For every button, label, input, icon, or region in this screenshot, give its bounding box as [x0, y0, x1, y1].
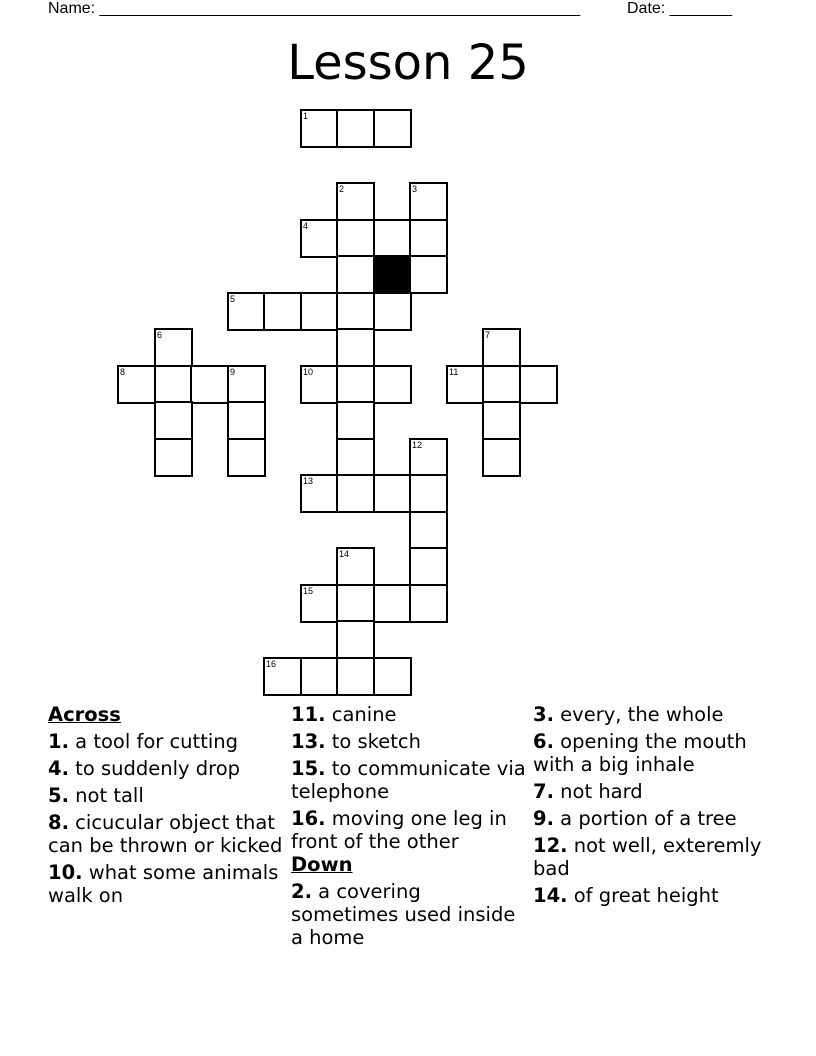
clue-number: 5.	[48, 784, 69, 807]
clue-text: of great height	[567, 884, 719, 907]
clue-number: 2.	[291, 880, 312, 903]
grid-cell[interactable]	[373, 474, 412, 513]
grid-cell[interactable]	[300, 219, 339, 258]
clue-text: a portion of a tree	[553, 807, 737, 830]
clue-number: 15.	[291, 757, 326, 780]
grid-cell[interactable]	[336, 219, 375, 258]
clue-number: 12.	[533, 834, 568, 857]
clue-down-12	[533, 834, 769, 880]
cell-number: 11	[449, 367, 459, 377]
grid-cell[interactable]	[409, 255, 448, 294]
grid-cell[interactable]	[227, 292, 266, 331]
clue-across-4	[48, 757, 284, 780]
grid-cell[interactable]	[227, 401, 266, 440]
clue-down-9	[533, 807, 769, 830]
clue-down-7	[533, 780, 769, 803]
grid-cell[interactable]	[154, 365, 193, 404]
clue-text: every, the whole	[553, 703, 724, 726]
cell-number: 7	[485, 330, 491, 340]
clue-number: 13.	[291, 730, 326, 753]
clue-down-2	[291, 880, 527, 949]
grid-cell[interactable]	[336, 182, 375, 221]
clue-number: 14.	[533, 884, 568, 907]
grid-cell[interactable]	[300, 474, 339, 513]
grid-cell[interactable]	[336, 584, 375, 623]
grid-cell[interactable]	[409, 182, 448, 221]
clue-across-5	[48, 784, 284, 807]
grid-block-cell	[373, 255, 412, 294]
clue-across-16	[291, 807, 527, 853]
grid-cell[interactable]	[336, 620, 375, 659]
grid-cell[interactable]	[373, 657, 412, 696]
across-heading: Across	[48, 703, 121, 726]
clue-text: not well, exteremly bad	[533, 834, 762, 880]
grid-cell[interactable]	[263, 292, 302, 331]
clue-number: 8.	[48, 811, 69, 834]
clue-number: 10.	[48, 861, 83, 884]
grid-cell[interactable]	[336, 474, 375, 513]
grid-cell[interactable]	[482, 438, 521, 477]
clue-number: 1.	[48, 730, 69, 753]
clue-number: 6.	[533, 730, 554, 753]
grid-cell[interactable]	[482, 328, 521, 367]
grid-cell[interactable]	[482, 365, 521, 404]
cell-number: 10	[303, 367, 314, 377]
grid-cell[interactable]	[409, 219, 448, 258]
clue-column-3	[533, 703, 769, 911]
page-title: Lesson 25	[287, 35, 529, 91]
grid-cell[interactable]	[373, 292, 412, 331]
grid-cell[interactable]	[190, 365, 229, 404]
cell-number: 16	[266, 659, 277, 669]
name-field-label: Name: ______________________________________________________	[48, 0, 581, 17]
clue-number: 11.	[291, 703, 326, 726]
grid-cell[interactable]	[300, 365, 339, 404]
grid-cell[interactable]	[373, 365, 412, 404]
clue-text: not tall	[68, 784, 144, 807]
clue-column-2	[291, 703, 527, 953]
grid-cell[interactable]	[336, 438, 375, 477]
clue-number: 7.	[533, 780, 554, 803]
cell-number: 14	[339, 549, 350, 559]
grid-cell[interactable]	[373, 219, 412, 258]
down-heading: Down	[291, 853, 353, 876]
grid-cell[interactable]	[336, 292, 375, 331]
grid-cell[interactable]	[373, 584, 412, 623]
grid-cell[interactable]	[336, 365, 375, 404]
grid-cell[interactable]	[409, 584, 448, 623]
cell-number: 6	[157, 330, 163, 340]
clue-text: opening the mouth with a big inhale	[533, 730, 747, 776]
grid-cell[interactable]	[227, 365, 266, 404]
grid-cell[interactable]	[409, 438, 448, 477]
grid-cell[interactable]	[154, 401, 193, 440]
clue-number: 4.	[48, 757, 69, 780]
cell-number: 1	[303, 111, 309, 121]
cell-number: 4	[303, 221, 309, 231]
grid-cell[interactable]	[519, 365, 558, 404]
clue-across-11	[291, 703, 527, 726]
grid-cell[interactable]	[336, 255, 375, 294]
cell-number: 12	[412, 440, 423, 450]
clue-text: canine	[325, 703, 397, 726]
grid-cell[interactable]	[336, 547, 375, 586]
clue-down-3	[533, 703, 769, 726]
cell-number: 13	[303, 476, 314, 486]
clue-column-1	[48, 703, 284, 911]
clue-number: 3.	[533, 703, 554, 726]
clue-down-6	[533, 730, 769, 776]
clue-text: a tool for cutting	[68, 730, 238, 753]
clue-number: 16.	[291, 807, 326, 830]
grid-cell[interactable]	[336, 109, 375, 148]
clue-across-10	[48, 861, 284, 907]
grid-cell[interactable]	[373, 109, 412, 148]
clue-across-1	[48, 730, 284, 753]
cell-number: 3	[412, 184, 418, 194]
grid-cell[interactable]	[300, 292, 339, 331]
grid-cell[interactable]	[336, 657, 375, 696]
clue-text: to suddenly drop	[68, 757, 241, 780]
clue-number: 9.	[533, 807, 554, 830]
grid-cell[interactable]	[117, 365, 156, 404]
grid-cell[interactable]	[336, 328, 375, 367]
clue-across-13	[291, 730, 527, 753]
cell-number: 2	[339, 184, 345, 194]
cell-number: 15	[303, 586, 314, 596]
date-field-label: Date: _______	[627, 0, 732, 17]
cell-number: 9	[230, 367, 236, 377]
grid-cell[interactable]	[446, 365, 485, 404]
clue-text: to communicate via telephone	[291, 757, 526, 803]
clue-text: not hard	[553, 780, 643, 803]
grid-cell[interactable]	[409, 547, 448, 586]
clue-down-14	[533, 884, 769, 907]
cell-number: 5	[230, 294, 236, 304]
cell-number: 8	[120, 367, 126, 377]
grid-cell[interactable]	[300, 109, 339, 148]
grid-cell[interactable]	[263, 657, 302, 696]
grid-cell[interactable]	[227, 438, 266, 477]
clue-text: moving one leg in front of the other	[291, 807, 507, 853]
clue-text: to sketch	[325, 730, 421, 753]
grid-cell[interactable]	[482, 401, 521, 440]
grid-cell[interactable]	[300, 657, 339, 696]
clue-across-8	[48, 811, 284, 857]
grid-cell[interactable]	[300, 584, 339, 623]
grid-cell[interactable]	[336, 401, 375, 440]
clue-text: cicucular object that can be thrown or kicked	[48, 811, 283, 857]
grid-cell[interactable]	[409, 474, 448, 513]
grid-cell[interactable]	[154, 328, 193, 367]
clue-across-15	[291, 757, 527, 803]
clue-text: what some animals walk on	[48, 861, 279, 907]
grid-cell[interactable]	[409, 511, 448, 550]
grid-cell[interactable]	[154, 438, 193, 477]
clue-text: a covering sometimes used inside a home	[291, 880, 516, 949]
